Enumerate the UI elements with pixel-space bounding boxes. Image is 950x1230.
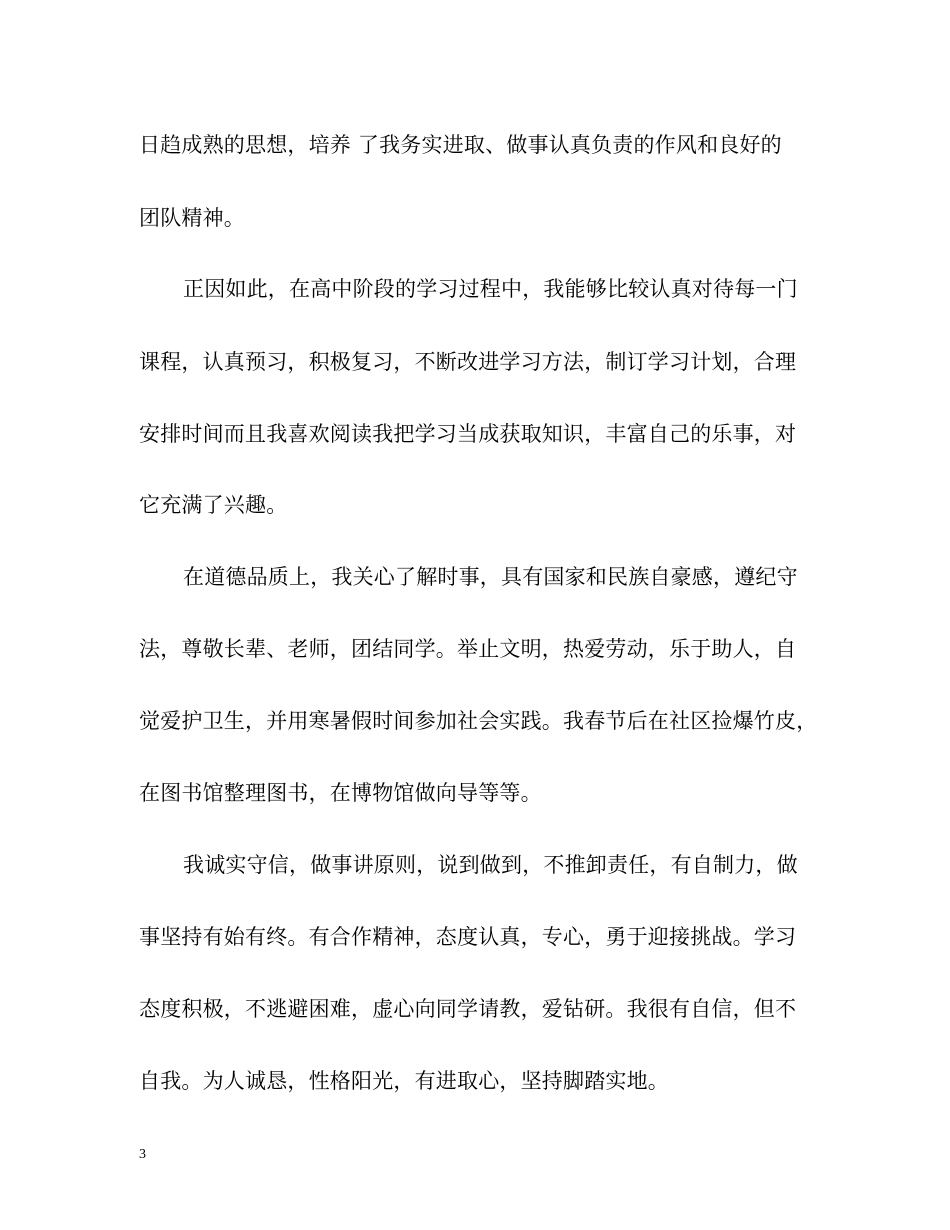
paragraph-first-line: 正因如此，在高中阶段的学习过程中，我能够比较认真对待每一门 (183, 277, 798, 301)
page-number: 3 (139, 1147, 146, 1162)
text-line: 它充满了兴趣。 (139, 493, 288, 517)
text-line: 态度积极，不逃避困难，虚心向同学请教，爱钻研。我很有自信，但不 (139, 997, 797, 1021)
text-line: 觉爱护卫生，并用寒暑假时间参加社会实践。我春节后在社区捡爆竹皮， (139, 709, 818, 733)
text-line: 安排时间而且我喜欢阅读我把学习当成获取知识，丰富自己的乐事，对 (139, 422, 797, 446)
text-line: 团队精神。 (139, 206, 245, 230)
paragraph-first-line: 在道德品质上，我关心了解时事，具有国家和民族自豪感，遵纪守 (183, 565, 798, 589)
text-line: 在图书馆整理图书，在博物馆做向导等等。 (139, 781, 542, 805)
text-line: 自我。为人诚恳，性格阳光，有进取心，坚持脚踏实地。 (139, 1069, 669, 1093)
text-line: 课程，认真预习，积极复习，不断改进学习方法，制订学习计划，合理 (139, 350, 797, 374)
text-line: 事坚持有始有终。有合作精神，态度认真，专心，勇于迎接挑战。学习 (139, 925, 797, 949)
text-line: 日趋成熟的思想，培养 了我务实进取、做事认真负责的作风和良好的 (139, 133, 782, 157)
text-line: 法，尊敬长辈、老师，团结同学。举止文明，热爱劳动，乐于助人，自 (139, 637, 797, 661)
paragraph-first-line: 我诚实守信，做事讲原则，说到做到，不推卸责任，有自制力，做 (183, 853, 798, 877)
